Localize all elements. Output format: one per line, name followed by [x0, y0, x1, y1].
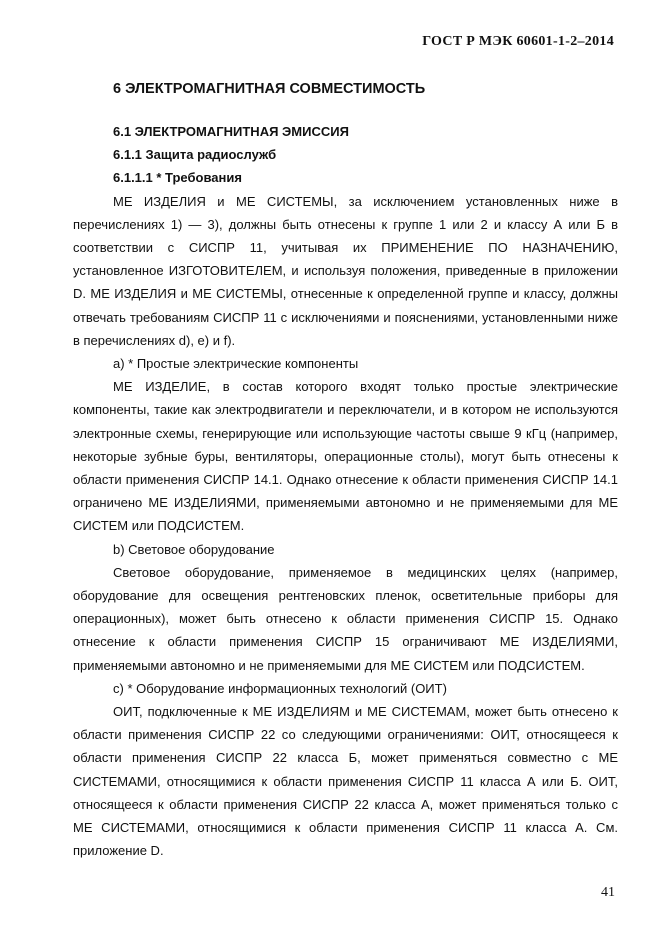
paragraph-simple-components: МЕ ИЗДЕЛИЕ, в состав которого входят только простые электрические компоненты, такие как электродвигатели и переключатели, и в котором не используются электронные схемы, генерирующие или использующие частоты свыше 9 кГц (например, некоторые зубные буры, вентиляторы, операционные столы), могут быть отнесены к области применения СИСПР 14.1. Однако отнесение к области применения СИСПР 14.1 ограничено МЕ ИЗДЕЛИЯМИ, применяемыми автономно и не применяемыми для МЕ СИСТЕМ или ПОДСИСТЕМ. — [73, 379, 618, 534]
section-title: 6 ЭЛЕКТРОМАГНИТНАЯ СОВМЕСТИМОСТЬ — [113, 81, 426, 97]
page-number: 41 — [601, 885, 615, 900]
list-item-c: c) * Оборудование информационных технологий (ОИТ) — [113, 680, 447, 696]
subsection-6-1-1: 6.1.1 Защита радиослужб — [113, 147, 277, 163]
subsection-6-1-1-1: 6.1.1.1 * Требования — [113, 170, 242, 186]
paragraph-lighting: Световое оборудование, применяемое в медицинских целях (например, оборудование для освещения рентгеновских пленок, осветительные приборы для операционных), может быть отнесено к области применения СИСПР 15. Однако отнесение к области применения СИСПР 15 ограничивают МЕ ИЗДЕЛИЯМИ, применяемыми автономно и не применяемыми для МЕ СИСТЕМ или ПОДСИСТЕМ. — [73, 564, 618, 673]
paragraph-requirements: МЕ ИЗДЕЛИЯ и МЕ СИСТЕМЫ, за исключением установленных ниже в перечислениях 1) — 3), должны быть отнесены к группе 1 или 2 и классу А или Б в соответствии с СИСПР 11, учитывая их ПРИМЕНЕНИЕ ПО НАЗНАЧЕНИЮ, установленное ИЗГОТОВИТЕЛЕМ, и используя положения, приведенные в приложении D. МЕ ИЗДЕЛИЯ и МЕ СИСТЕМЫ, отнесенные к определенной группе и классу, должны отвечать требованиям СИСПР 11 с исключениями и пояснениями, установленными ниже в перечислениях d), e) и f). — [73, 193, 618, 348]
standard-header: ГОСТ Р МЭК 60601-1-2–2014 — [422, 34, 614, 49]
paragraph-it-equipment: ОИТ, подключенные к МЕ ИЗДЕЛИЯМ и МЕ СИСТЕМАМ, может быть отнесено к области применения СИСПР 22 со следующими ограничениями: ОИТ, относящееся к области применения СИСПР 22 класса Б, может применяться совместно с МЕ СИСТЕМАМИ, относящимися к области применения СИСПР 11 класса А или Б. ОИТ, относящееся к области применения СИСПР 22 класса А, может применяться только с МЕ СИСТЕМАМИ, относящимися к области применения СИСПР 11 класса А. См. приложение D. — [73, 704, 618, 859]
subsection-6-1: 6.1 ЭЛЕКТРОМАГНИТНАЯ ЭМИССИЯ — [113, 124, 349, 139]
list-item-a: a) * Простые электрические компоненты — [113, 356, 359, 372]
page-content — [73, 80, 618, 863]
list-item-b: b) Световое оборудование — [113, 541, 275, 557]
